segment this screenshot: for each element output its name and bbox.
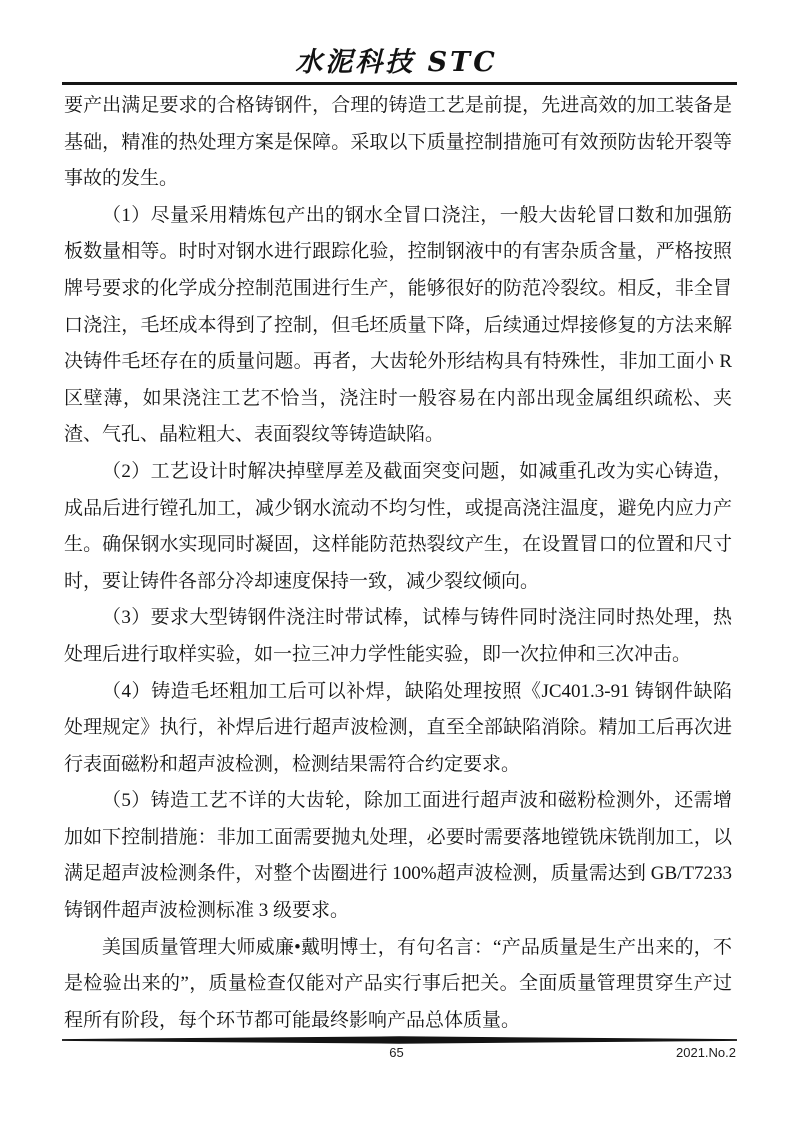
paragraph-item-5: （5）铸造工艺不详的大齿轮，除加工面进行超声波和磁粉检测外，还需增加如下控制措施：非加工面需要抛丸处理，必要时需要落地镗铣床铣削加工，以满足超声波检测条件，对整个齿圈进行 100%超声波检测，质量需达到 GB/T7233 铸钢件超声波检测标准 3 级要求。 [64,790,732,922]
paragraph-item-1: （1）尽量采用精炼包产出的钢水全冒口浇注，一般大齿轮冒口数和加强筋板数量相等。时时对钢水进行跟踪化验，控制钢液中的有害杂质含量，严格按照牌号要求的化学成分控制范围进行生产，能够很好的防范冷裂纹。相反，非全冒口浇注，毛坯成本得到了控制，但毛坯质量下降，后续通过焊接修复的方法来解决铸件毛坯存在的质量问题。再者，大齿轮外形结构具有特殊性，非加工面小 R 区壁薄，如果浇注工艺不恰当，浇注时一般容易在内部出现金属组织疏松、夹渣、气孔、晶粒粗大、表面裂纹等铸造缺陷。 [64,204,732,446]
header-rule [62,82,737,85]
paragraph-continuation: 要产出满足要求的合格铸钢件，合理的铸造工艺是前提，先进高效的加工装备是基础，精准的热处理方案是保障。采取以下质量控制措施可有效预防齿轮开裂等事故的发生。 [64,95,732,190]
issue-number: 2021.No.2 [676,1045,736,1060]
paragraph-item-2: （2）工艺设计时解决掉壁厚差及截面突变问题，如减重孔改为实心铸造，成品后进行镗孔加工，减少钢水流动不均匀性，或提高浇注温度，避免内应力产生。确保钢水实现同时凝固，这样能防范热裂纹产生，在设置冒口的位置和尺寸时，要让铸件各部分冷却速度保持一致，减少裂纹倾向。 [64,460,732,592]
paragraph-item-4: （4）铸造毛坯粗加工后可以补焊，缺陷处理按照《JC401.3-91 铸钢件缺陷处理规定》执行，补焊后进行超声波检测，直至全部缺陷消除。精加工后再次进行表面磁粉和超声波检测，检测结果需符合约定要求。 [64,680,732,775]
paragraph-closing: 美国质量管理大师威廉•戴明博士，有句名言：“产品质量是生产出来的，不是检验出来的”，质量检查仅能对产品实行事后把关。全面质量管理贯穿生产过程所有阶段，每个环节都可能最终影响产品总体质量。 [64,936,732,1031]
page-number: 65 [389,1045,404,1060]
journal-title: 水泥科技 STC [295,47,498,78]
article-body [64,88,732,1039]
paragraph-item-3: （3）要求大型铸钢件浇注时带试棒，试棒与铸件同时浇注同时热处理，热处理后进行取样实验，如一拉三冲力学性能实验，即一次拉伸和三次冲击。 [64,607,732,665]
footer-tapered-rule [62,1036,737,1044]
